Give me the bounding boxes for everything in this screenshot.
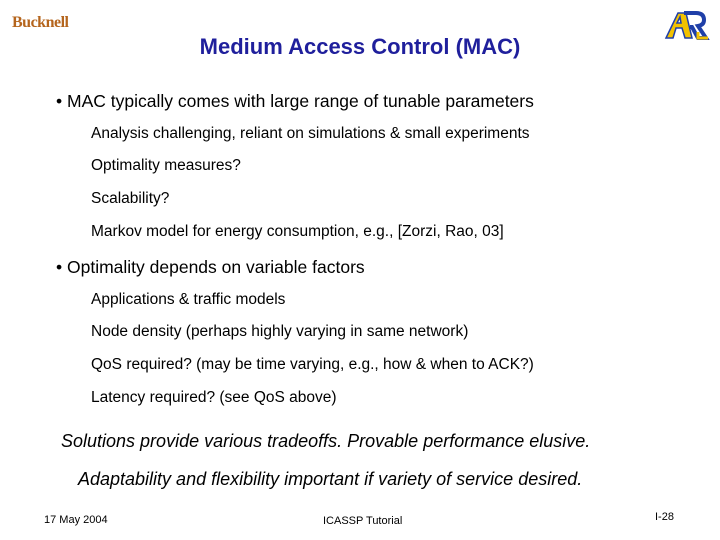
sub-item-node-density: Node density (perhaps highly varying in same network) [91,323,469,340]
footer-page-number: I-28 [655,511,674,523]
sub-item-optimality-measures: Optimality measures? [91,157,241,174]
sub-item-scalability: Scalability? [91,190,170,207]
bullet-optimality-factors: • Optimality depends on variable factors [56,257,365,277]
footer-date: 17 May 2004 [44,514,108,526]
slide-title: Medium Access Control (MAC) [199,34,521,59]
sub-item-applications: Applications & traffic models [91,291,286,308]
sub-item-markov-model: Markov model for energy consumption, e.g., [Zorzi, Rao, 03] [91,223,504,240]
conclusion-adaptability: Adaptability and flexibility important if variety of service desired. [78,469,583,489]
sub-item-latency: Latency required? (see QoS above) [91,389,337,406]
bucknell-logo: Bucknell [12,14,69,31]
sub-item-qos: QoS required? (may be time varying, e.g., how & when to ACK?) [91,356,534,373]
sub-item-analysis: Analysis challenging, reliant on simulations & small experiments [91,125,530,142]
footer-event: ICASSP Tutorial [323,515,403,527]
conclusion-tradeoffs: Solutions provide various tradeoffs. Provable performance elusive. [61,431,591,451]
bullet-mac-parameters: • MAC typically comes with large range of tunable parameters [56,91,534,111]
